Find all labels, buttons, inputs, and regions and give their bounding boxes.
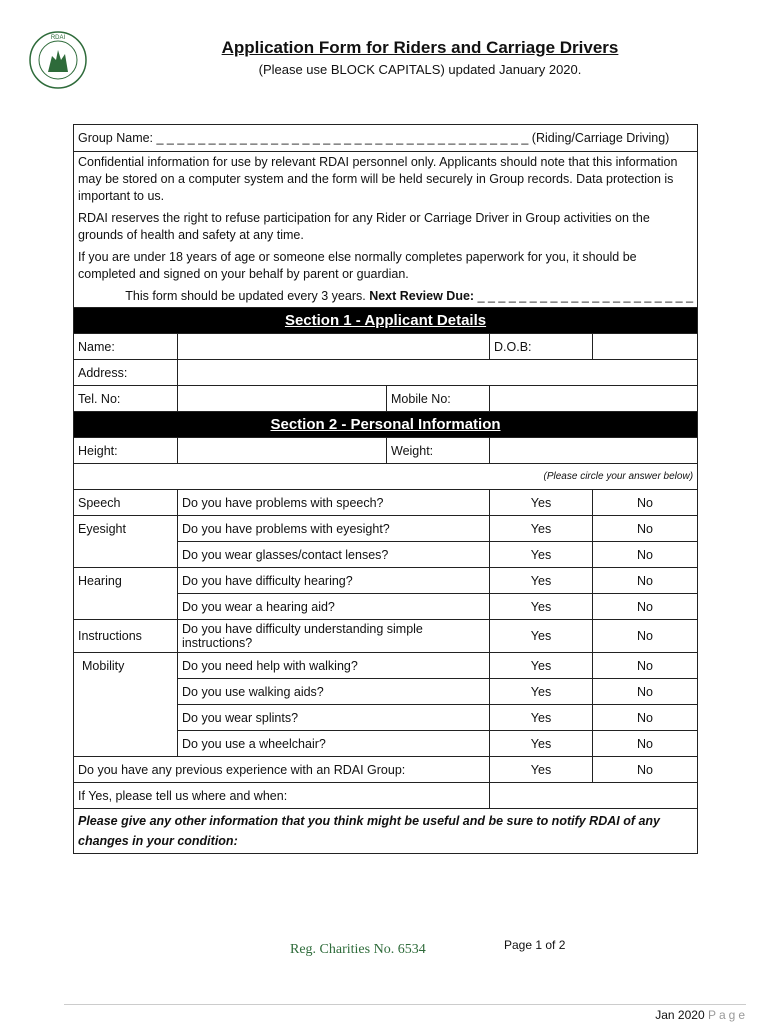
mobility-question-3: Do you wear splints? [178, 705, 490, 731]
logo-text: RDAI [50, 35, 66, 41]
if-yes-input[interactable] [490, 783, 698, 809]
address-label: Address: [74, 360, 178, 386]
weight-label: Weight: [387, 438, 490, 464]
mobility-3-no[interactable]: No [593, 705, 698, 731]
tel-label: Tel. No: [74, 386, 178, 412]
eyesight-2-yes[interactable]: Yes [490, 542, 593, 568]
review-prefix: This form should be updated every 3 years. [125, 289, 366, 303]
section-2-header [74, 412, 698, 438]
height-weight-row [74, 438, 698, 464]
height-input[interactable] [178, 438, 387, 464]
mobility-3-yes[interactable]: Yes [490, 705, 593, 731]
mobility-row-1 [74, 653, 698, 679]
name-row [74, 334, 698, 360]
footer-page-word: Page [707, 1008, 748, 1022]
page-of-count: Page 1 of 2 [504, 938, 566, 952]
group-name-field[interactable]: Group Name: _ _ _ _ _ _ _ _ _ _ _ _ _ _ _ _ _ _ _ _ _ _ _ _ _ _ _ _ _ _ _ _ _ _ _ _ (Riding/Carriage Driving) [74, 125, 698, 152]
application-form-table [73, 124, 698, 854]
section-1-header [74, 308, 698, 334]
speech-label: Speech [74, 490, 178, 516]
hearing-row-1 [74, 568, 698, 594]
name-label: Name: [74, 334, 178, 360]
dob-label: D.O.B: [490, 334, 593, 360]
eyesight-question-1: Do you have problems with eyesight? [178, 516, 490, 542]
hearing-1-yes[interactable]: Yes [490, 568, 593, 594]
experience-yes[interactable]: Yes [490, 757, 593, 783]
mobility-1-no[interactable]: No [593, 653, 698, 679]
mobility-1-yes[interactable]: Yes [490, 653, 593, 679]
address-input[interactable] [178, 360, 698, 386]
mobility-question-4: Do you use a wheelchair? [178, 731, 490, 757]
hearing-label: Hearing [74, 568, 178, 594]
hearing-2-no[interactable]: No [593, 594, 698, 620]
mobility-2-yes[interactable]: Yes [490, 679, 593, 705]
mobility-question-1: Do you need help with walking? [178, 653, 490, 679]
form-subtitle: (Please use BLOCK CAPITALS) updated January 2020. [258, 62, 582, 77]
footer-date: Jan 2020 [655, 1008, 705, 1022]
height-label: Height: [74, 438, 178, 464]
circle-note-row [74, 464, 698, 490]
eyesight-label: Eyesight [74, 516, 178, 542]
other-info-row [74, 809, 698, 854]
mobile-input[interactable] [490, 386, 698, 412]
info-block [74, 152, 698, 308]
section-2-title: Section 2 - Personal Information [74, 412, 698, 438]
eyesight-1-no[interactable]: No [593, 516, 698, 542]
phone-row [74, 386, 698, 412]
address-row [74, 360, 698, 386]
if-yes-row [74, 783, 698, 809]
review-date-field[interactable]: _ _ _ _ _ _ _ _ _ _ _ _ _ _ _ _ _ _ _ _ _ [477, 289, 694, 303]
circle-answer-note: (Please circle your answer below) [74, 464, 698, 490]
experience-row [74, 757, 698, 783]
hearing-question-2: Do you wear a hearing aid? [178, 594, 490, 620]
instructions-yes[interactable]: Yes [490, 620, 593, 653]
tel-input[interactable] [178, 386, 387, 412]
hearing-2-yes[interactable]: Yes [490, 594, 593, 620]
name-input[interactable] [178, 334, 490, 360]
weight-input[interactable] [490, 438, 698, 464]
under-18-text: If you are under 18 years of age or someone else normally completes paperwork for you, it should be completed and signed on your behalf by parent or guardian. [78, 250, 637, 281]
mobile-label: Mobile No: [387, 386, 490, 412]
mobility-question-2: Do you use walking aids? [178, 679, 490, 705]
experience-question: Do you have any previous experience with an RDAI Group: [74, 757, 490, 783]
mobility-row-4 [74, 731, 698, 757]
footer-divider [64, 1004, 746, 1005]
speech-question: Do you have problems with speech? [178, 490, 490, 516]
experience-no[interactable]: No [593, 757, 698, 783]
review-label: Next Review Due: [369, 289, 475, 303]
eyesight-2-no[interactable]: No [593, 542, 698, 568]
other-info-field[interactable]: Please give any other information that you think might be useful and be sure to notify RDAI of any changes in your condition: [74, 809, 698, 854]
review-due-line [78, 288, 693, 305]
speech-row [74, 490, 698, 516]
eyesight-question-2: Do you wear glasses/contact lenses? [178, 542, 490, 568]
mobility-row-2 [74, 679, 698, 705]
footer [655, 1008, 748, 1022]
eyesight-row-2 [74, 542, 698, 568]
if-yes-label: If Yes, please tell us where and when: [74, 783, 490, 809]
charity-number: Reg. Charities No. 6534 [290, 942, 426, 957]
mobility-4-yes[interactable]: Yes [490, 731, 593, 757]
dob-input[interactable] [593, 334, 698, 360]
mobility-row-3 [74, 705, 698, 731]
mobility-label: Mobility [74, 653, 178, 679]
instructions-row [74, 620, 698, 653]
instructions-label: Instructions [74, 620, 178, 653]
rdai-logo [28, 30, 88, 90]
refusal-text: RDAI reserves the right to refuse participation for any Rider or Carriage Driver in Group activities on the grounds of health and safety at any time. [78, 211, 650, 242]
hearing-1-no[interactable]: No [593, 568, 698, 594]
speech-no[interactable]: No [593, 490, 698, 516]
hearing-row-2 [74, 594, 698, 620]
mobility-2-no[interactable]: No [593, 679, 698, 705]
eyesight-row-1 [74, 516, 698, 542]
speech-yes[interactable]: Yes [490, 490, 593, 516]
mobility-4-no[interactable]: No [593, 731, 698, 757]
instructions-no[interactable]: No [593, 620, 698, 653]
instructions-question: Do you have difficulty understanding simple instructions? [178, 620, 490, 653]
section-1-title: Section 1 - Applicant Details [74, 308, 698, 334]
hearing-question-1: Do you have difficulty hearing? [178, 568, 490, 594]
group-name-row [74, 125, 698, 152]
eyesight-1-yes[interactable]: Yes [490, 516, 593, 542]
form-title: Application Form for Riders and Carriage Drivers [221, 38, 619, 57]
confidential-text: Confidential information for use by relevant RDAI personnel only. Applicants should note that this information may be stored on a computer system and the form will be held securely in Group records. Data protection is important to us. [78, 155, 678, 203]
